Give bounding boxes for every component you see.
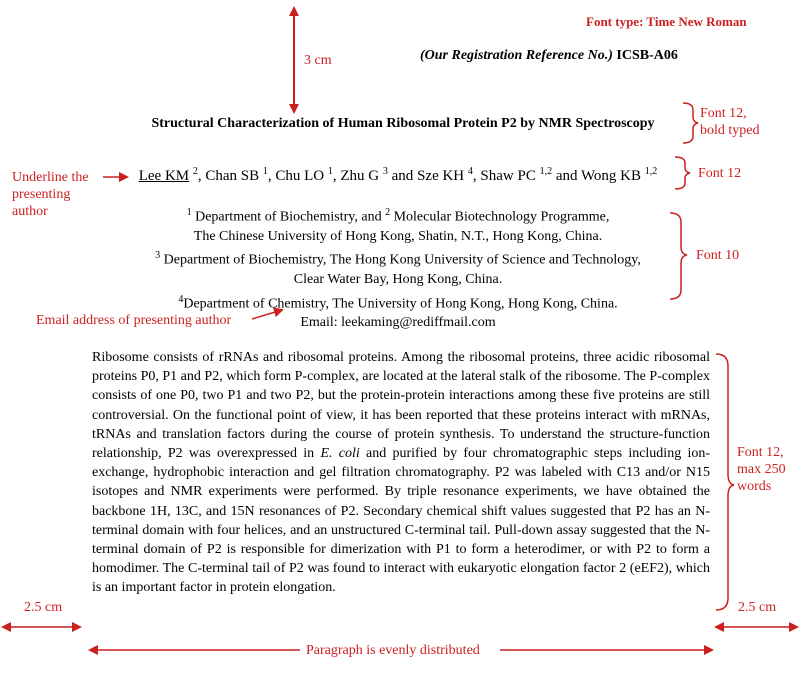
author-affiliation-sup: 4 — [467, 166, 473, 177]
abstract-text: and purified by four chromatographic steps including ion-exchange, hydrophobic interaction and gel filtration chromatography. P2 was labeled with C13 and/or N15 isotopes and NMR experiments were performed. By triple resonance experiments, we have obtained the backbone 1H, 13C, and 15N resonances of P2. Secondary chemical shift values suggested that P2 has an N-terminal domain with four helices, and an unstructured C-terminal tail. Pull-down assay suggested that the N-terminal domain of P2 is responsible for dimerization with P1 to form a heterodimer, or with P2 to form a homodimer. The C-terminal tail of P2 was found to interact with eukaryotic elongation factor 2 (eEF2), which is an important factor in protein elongation. — [92, 446, 711, 596]
author-entry — [480, 168, 581, 184]
affil-sup: 3 — [155, 250, 161, 262]
reference-code: ICSB-A06 — [616, 48, 678, 63]
author-font-note: Font 12 — [698, 166, 742, 181]
author-name: Wong KB — [580, 168, 642, 184]
left-margin-label: 2.5 cm — [24, 600, 63, 615]
affiliation-line-4: Clear Water Bay, Hong Kong, China. — [293, 272, 503, 288]
abstract-font-note: Font 12, max 250 words — [737, 445, 786, 494]
affiliation-line-5 — [95, 290, 701, 314]
affiliation-line-2: The Chinese University of Hong Kong, Shatin, N.T., Hong Kong, China. — [193, 228, 603, 244]
author-separator: and — [387, 168, 418, 184]
registration-reference — [420, 48, 678, 64]
author-entry — [275, 168, 340, 184]
author-list — [95, 166, 701, 185]
author-name: Chan SB — [205, 168, 260, 184]
title-font-note: Font 12, bold typed — [700, 106, 760, 138]
author-separator: , — [197, 168, 206, 184]
author-affiliation-sup: 3 — [382, 166, 388, 177]
author-entry — [205, 168, 275, 184]
author-entry — [417, 168, 480, 184]
author-affiliation-sup: 1 — [327, 166, 333, 177]
affiliation-line-3 — [95, 246, 701, 270]
author-separator: and — [552, 168, 581, 184]
presenting-author-name: Lee KM — [138, 168, 190, 184]
affil-sup: 2 — [385, 207, 391, 218]
font-type-note: Font type: Time New Roman — [586, 14, 747, 29]
author-name: Sze KH — [417, 168, 465, 184]
author-separator: , — [332, 168, 341, 184]
affil-sup: 1 — [186, 207, 192, 218]
author-separator: , — [267, 168, 276, 184]
author-entry — [139, 168, 206, 184]
email-line: Email: leekaming@rediffmail.com — [300, 315, 496, 331]
right-margin-label: 2.5 cm — [738, 600, 777, 615]
affil-text: Department of Biochemistry, and — [195, 209, 382, 225]
abstract-text: Ribosome consists of rRNAs and ribosomal proteins. Among the ribosomal proteins, three acidic ribosomal proteins P0, P1 and P2, which form P-complex, are located at the lateral stalk of the ribosome. The P-complex consists of one P0, two P1 and two P2, but the protein-protein interactions among these five proteins are still controversial. On the functional point of view, it has been reported that these proteins interact with mRNAs, tRNAs and translation factors during the course of protein synthesis. To understand the structure-function relationship, P2 was overexpressed in — [92, 350, 710, 462]
affil-text: Department of Chemistry, The University of Hong Kong, Hong Kong, China. — [183, 296, 618, 312]
paragraph-note: Paragraph is evenly distributed — [306, 643, 480, 658]
author-affiliation-sup: 1 — [262, 166, 268, 177]
author-name: Chu LO — [275, 168, 325, 184]
abstract-bracket — [716, 354, 734, 610]
author-separator: , — [472, 168, 481, 184]
abstract-italic: E. coli — [320, 446, 360, 462]
author-affiliation-sup: 1,2 — [539, 166, 553, 177]
author-affiliation-sup: 2 — [192, 166, 198, 177]
author-name: Zhu G — [340, 168, 380, 184]
author-name: Shaw PC — [480, 168, 536, 184]
affil-text: Department of Biochemistry, The Hong Kong University of Science and Technology, — [163, 252, 641, 268]
affiliations — [95, 203, 701, 333]
underline-note: Underline the presenting author — [12, 170, 89, 219]
affil-text: Molecular Biotechnology Programme, — [393, 209, 610, 225]
affil-sup: 4 — [178, 293, 184, 305]
author-entry — [340, 168, 417, 184]
author-affiliation-sup: 1,2 — [644, 166, 658, 177]
abstract-body — [92, 348, 710, 598]
reference-label: (Our Registration Reference No.) — [420, 48, 613, 63]
author-entry — [581, 168, 657, 184]
affiliation-line-1 — [95, 203, 701, 227]
affil-font-note: Font 10 — [696, 248, 740, 263]
abstract-title: Structural Characterization of Human Ribosomal Protein P2 by NMR Spectroscopy — [151, 116, 655, 131]
email-note: Email address of presenting author — [36, 313, 232, 328]
top-margin-label: 3 cm — [304, 53, 332, 68]
